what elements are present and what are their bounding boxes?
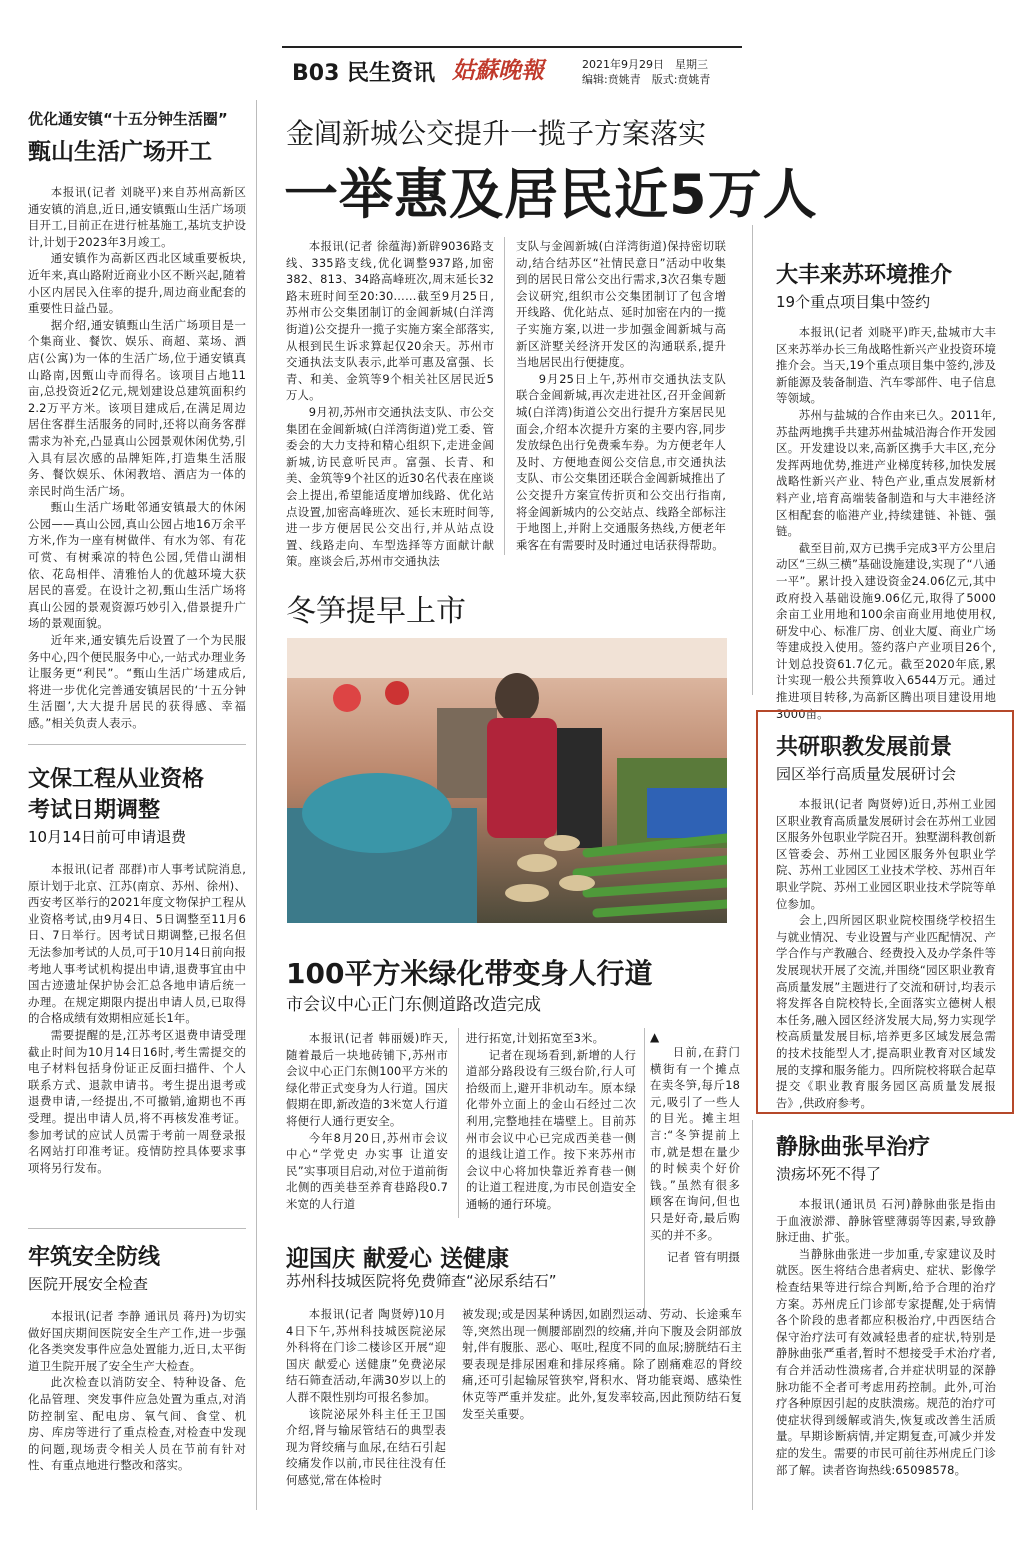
paragraph: 记者在现场看到,新增的人行道部分路段设有三级台阶,行人可拾级而上,避开非机动车。原本绿化带外立面上的金山石经过二次利用,完整地挂在墙壁上。目前苏州市会议中心已完成西美巷一侧的退线让道工作。按下来苏州市会议中心将加快靠近养育巷一侧的让道工程进度,为市民创造安全通畅的通行环境。 (466, 1047, 636, 1211)
column-rule-right-lower (752, 1120, 753, 1510)
paragraph: 截至目前,双方已携手完成3平方公里启动区“三纵三横”基础设施建设,实现了“八通一平”。累计投入建设资金24.06亿元,其中政府投入基础设施9.06亿元,取得了5000余亩工业用地和100余亩商业用地使用权,研发中心、标准厂房、创业大厦、商业广场等建成投入使用。签约落户产业项目26个,计划总投资61.7亿元。截至2020年底,累计实现一般公共预算收入6544万元。通过推进项目转移,为高新区腾出项目建设用地3000亩。 (776, 540, 996, 721)
article-subtitle: 医院开展安全检查 (28, 1275, 149, 1293)
article-subtitle: 园区举行高质量发展研讨会 (776, 765, 957, 783)
paragraph: 本报讯(通讯员 石河)静脉曲张是指由于血液淤滞、静脉管壁薄弱等因素,导致静脉迂曲、扩张。 (776, 1197, 996, 1245)
article-zhenshan (28, 108, 246, 732)
paragraph: 此次检查以消防安全、特种设备、危化品管理、突发事件应急处置为重点,对消防控制室、配电房、氧气间、食堂、机房、库房等进行了重点检查,对检查中发现的问题,现场责令相关人员在节前有针对性、有重点地进行整改和落实。 (28, 1375, 246, 1473)
issue-date: 2021年9月29日 星期三 (582, 58, 708, 71)
paragraph: 该院泌尿外科主任王卫国介绍,肾与输尿管结石的典型表现为肾绞痛与血尿,在结石引起绞痛发作以前,市民往往没有任何感觉,常在体检时 (286, 1406, 446, 1487)
paragraph: 本报讯(记者 陶贤婷)近日,苏州工业园区职业教育高质量发展研讨会在苏州工业园区服务外包职业学院召开。独墅湖科教创新区管委会、苏州工业园区服务外包职业学院、苏州工业园区工业技术学校、苏州百年职业学院、苏州工业园区职业技术学院等单位参加。 (776, 797, 996, 911)
article-subtitle: 溃疡坏死不得了 (776, 1165, 882, 1183)
divider (28, 1228, 246, 1229)
paragraph: 支队与金阊新城(白洋湾街道)保持密切联动,结合结苏区“社情民意日”活动中收集到的居民日常公交出行需求,3次召集专题会议研究,组织市公交集团制订了包含增开线路、优化站点、延时加密在内的一揽子实施方案,以进一步加强金阊新城与高新区浒墅关经济开发区的沟通联系,提升当地居民出行便捷度。 (516, 239, 726, 370)
paragraph: 近年来,通安镇先后设置了一个为民服务中心,四个便民服务中心,一站式办理业务让服务更“利民”。“甄山生活广场建成后,将进一步优化完善通安镇居民的‘十五分钟生活圈’,大大提升居民的获得感、幸福感。”相关负责人表示。 (28, 633, 246, 730)
article-zhijiao (776, 730, 996, 1111)
page-label: B03 民生资讯 (292, 61, 436, 86)
article-body (776, 796, 996, 1111)
lead-body-col2 (516, 238, 726, 553)
column-rule-middle (504, 237, 505, 555)
article-body (776, 324, 996, 722)
lead-title: 一举惠及居民近5万人 (284, 163, 818, 226)
photo-caption (650, 1030, 740, 1266)
article-jingmai (776, 1130, 996, 1478)
lead-kicker: 金阊新城公交提升一揽子方案落实 (286, 117, 707, 150)
paragraph: 9月初,苏州市交通执法支队、市公交集团在金阊新城(白洋湾街道)党工委、管委会的大力支持和精心组织下,走进金阊新城,访民意听民声。富强、长青、和美、金筑等9个社区的近30名代表在座谈会上提出,希望能适度增加线路、优化站点设置,加密高峰班次、延长末班时间等,进一步方便居民公交出行,并从站点设置、线路走向、车型选择等方面献计献策。座谈会后,苏州市交通执法 (286, 404, 494, 569)
article-title: 共研职教发展前景 (776, 735, 953, 760)
photo-title: 冬笋提早上市 (286, 594, 466, 629)
article-title-line2: 考试日期调整 (28, 798, 161, 823)
article-body (28, 1308, 246, 1474)
green-body-col2 (466, 1030, 636, 1213)
column-rule-right (752, 225, 753, 695)
article-title: 大丰来苏环境推介 (776, 263, 953, 288)
paragraph: 本报讯(记者 邵群)市人事考试院消息,原计划于北京、江苏(南京、苏州、徐州)、西安考区举行的2021年度文物保护工程从业资格考试,由9月4日、5日调整至11月6日、7日举行。因考试日期调整,已报名但无法参加考试的人员,可于10月14日前向报考地人事考试机构提出申请,退费事宜由中国古迹遗址保护协会汇总各地申请后统一办理。在规定期限内提出申请人员,已取得的合格成绩有效期相应延长1年。 (28, 862, 247, 1026)
guoqing-subtitle: 苏州科技城医院将免费筛查“泌尿系结石” (286, 1272, 557, 1290)
article-body (776, 1196, 996, 1478)
green-title: 100平方米绿化带变身人行道 (286, 957, 653, 990)
paragraph: 本报讯(记者 韩丽媛)昨天,随着最后一块地砖铺下,苏州市会议中心正门东侧100平方米的绿化带正式变身为人行道。国庆假期在即,新改造的3米宽人行道将便行人通行更安全。 (286, 1031, 448, 1128)
lead-body-col1 (286, 238, 494, 570)
paragraph: 9月25日上午,苏州市交通执法支队联合金阊新城,再次走进社区,召开金阊新城(白洋湾)街道公交出行提升方案居民见面会,介绍本次提升方案的主要内容,同步发放绿色出行免费乘车券。为方便老年人及时、方便地查阅公交信息,市交通执法支队、市公交集团还联合金阊新城推出了公交提升方案宣传折页和公交出行指南,将金阊新城内的公交站点、线路全部标注于地图上,并附上交通服务热线,方便老年乘客在有需要时及时通过电话获得帮助。 (516, 371, 726, 552)
photo-credit: 记者 管有明摄 (666, 1250, 740, 1265)
column-rule-photo-caption (644, 1028, 645, 1318)
article-dafeng (776, 258, 996, 722)
market-photo-image (287, 638, 727, 923)
caption-text: 日前,在葑门横街有一个摊点在卖冬笋,每斤18元,吸引了一些人的目光。摊主坦言:“冬笋提前上市,就是想在量少的时候卖个好价钱。”虽然有很多顾客在询问,但也只是好奇,最后购买的并不多。 (650, 1045, 740, 1242)
paragraph: 需要提醒的是,江苏考区退费申请受理截止时间为10月14日16时,考生需提交的电子材料包括身份证正反面扫描件、个人联系方式、退款申请书。考生提出退考或退费申请,一经提出,不可撤销,逾期也不再受理。提出申请人员,将不再核发准考证。参加考试的应试人员需于考前一周登录报名网站打印准考证。疫情防控具体要求事项将另行发布。 (28, 1027, 246, 1175)
paragraph: 当静脉曲张进一步加重,专家建议及时就医。医生将结合患者病史、症状、影像学检查结果等进行综合判断,给予合理的治疗方案。苏州虎丘门诊部专家提醒,处于病情各个阶段的患者都应积极治疗,中西医结合保守治疗法可有效减轻患者的症状,特别是静脉曲张严重者,暂时不想接受手术治疗者,有合并活动性溃疡者,合并症状明显的深静脉功能不全者可考虑用药控制。此外,可治疗各种原因引起的皮肤溃疡。规范的治疗可使症状得到缓解或消失,恢复或改善生活质量。早期诊断病情,并定期复查,可减少并发症的发生。需要的市民可前往苏州虎丘门诊部了解。读者咨询热线:65098578。 (776, 1246, 996, 1477)
article-subtitle: 10月14日前可申请退费 (28, 828, 187, 846)
article-body (28, 861, 246, 1176)
article-body (28, 184, 246, 732)
market-photo (287, 638, 727, 923)
article-safety (28, 1240, 246, 1474)
paragraph: 会上,四所园区职业院校围绕学校招生与就业情况、专业设置与产业匹配情况、产学合作与产教融合、经费投入及办学条件等发展现状开展了交流,并围绕“园区职业教育高质量发展”主题进行了交流和研讨,均表示将发挥各自院校特长,全面落实立德树人根本任务,融入园区经济发展大局,努力实现学校高质量发展目标,培养更多区域发展急需的技术技能型人才,提高职业教育对区域发展的支撑和服务能力。四所院校将联合起草提交《职业教育服务园区高质量发展报告》,供政府参考。 (776, 913, 996, 1110)
divider (28, 744, 246, 745)
paragraph: 本报讯(记者 刘晓平)昨天,盐城市大丰区来苏举办长三角战略性新兴产业投资环境推介会。当天,19个重点项目集中签约,涉及新能源及装备制造、汽车零部件、电子信息等领域。 (776, 325, 996, 406)
article-subtitle: 19个重点项目集中签约 (776, 293, 931, 311)
paragraph: 被发现;或是因某种诱因,如剧烈运动、劳动、长途乘车等,突然出现一侧腰部剧烈的绞痛,并向下腹及会阴部放射,伴有腹胀、恶心、呕吐,程度不同的血尿;膀胱结石主要表现是排尿困难和排尿疼痛。除了剧痛难忍的肾绞痛,还可引起输尿管狭窄,肾积水、肾功能衰竭、感染性休克等严重并发症。此外,复发率较高,因此预防结石复发至关重要。 (462, 1307, 742, 1421)
paragraph: 进行拓宽,计划拓宽至3米。 (466, 1031, 605, 1045)
article-title: 甄山生活广场开工 (28, 139, 212, 165)
caption-marker: ▲ (650, 1030, 660, 1044)
article-title: 文保工程从业资格 (28, 767, 205, 792)
guoqing-body-col1 (286, 1306, 446, 1489)
article-kicker: 优化通安镇“十五分钟生活圈” (28, 110, 228, 128)
guoqing-body-col2 (462, 1306, 742, 1422)
paragraph: 今年8月20日,苏州市会议中心“学党史 办实事 让道安民”实事项目启动,对位于道前街北侧的西美巷至养育巷路段0.7米宽的人行道 (286, 1130, 448, 1211)
article-title: 牢筑安全防线 (28, 1245, 161, 1270)
paragraph: 据介绍,通安镇甄山生活广场项目是一个集商业、餐饮、娱乐、商超、菜场、酒店(公寓)为一体的生活广场,位于通安镇真山路南,因甄山寺而得名。该项目占地11亩,总投资近2亿元,规划建设总建筑面积约2.2万平方米。该项目建成后,在满足周边居住客群生活服务的同时,还将以商务客群需求为补充,凸显真山公园景观休闲优势,引入具有层次感的品牌矩阵,打造集生活服务、餐饮娱乐、休闲教培、酒店为一体的亲民时尚生活广场。 (28, 317, 246, 498)
article-exam (28, 762, 246, 1176)
column-rule-green (458, 1028, 459, 1218)
column-rule-left (256, 100, 257, 1510)
paragraph: 本报讯(记者 陶贤婷)10月4日下午,苏州科技城医院泌尿外科将在门诊二楼诊区开展“迎国庆 献爱心 送健康”免费泌尿结石筛查活动,年满30岁以上的人群不限性别均可报名参加。 (286, 1307, 446, 1404)
green-subtitle: 市会议中心正门东侧道路改造完成 (286, 995, 541, 1015)
paragraph: 本报讯(记者 李静 通讯员 蒋丹)为切实做好国庆期间医院安全生产工作,进一步强化各类突发事件应急处置能力,近日,太平街道卫生院开展了安全生产大检查。 (28, 1309, 246, 1373)
paragraph: 本报讯(记者 刘晓平)来自苏州高新区通安镇的消息,近日,通安镇甄山生活广场项目开工,目前正在进行桩基施工,基坑支护设计,计划于2023年3月竣工。 (28, 185, 246, 249)
article-title: 静脉曲张早治疗 (776, 1135, 931, 1160)
top-rule (282, 46, 742, 48)
masthead (0, 0, 1024, 90)
paragraph: 本报讯(记者 徐蕴海)新辟9036路支线、335路支线,优化调整937路,加密382、813、34路高峰班次,周末延长32路末班时间至20:30……截至9月25日,苏州市公交集团制订的金阊新城(白洋湾街道)公交提升一揽子实施方案全部落实,从根到民生诉求算起仅20余天。苏州市交通执法支队表示,此举可惠及富强、长青、和美、金筑等9个相关社区居民近5万人。 (286, 239, 494, 403)
logo: 姑蘇晚報 (452, 57, 544, 84)
editors-line: 编辑:贲姚青 版式:贲姚青 (582, 73, 711, 86)
green-body-col1 (286, 1030, 448, 1213)
guoqing-title: 迎国庆 献爱心 送健康 (286, 1246, 510, 1272)
paragraph: 苏州与盐城的合作由来已久。2011年,苏盐两地携手共建苏州盐城沿海合作开发园区。开发建设以来,高新区携手大丰区,充分发挥两地优势,推进产业梯度转移,加快发展战略性新兴产业、特色产业,重点发展新材料产业,培育高端装备制造和与大丰港经济区相配套的临港产业,持续建链、补链、强链。 (776, 407, 996, 539)
paragraph: 通安镇作为高新区西北区域重要板块,近年来,真山路附近商业小区不断兴起,随着小区内居民入住率的提升,周边商业配套的重要性日益凸显。 (28, 251, 246, 316)
paragraph: 甄山生活广场毗邻通安镇最大的休闲公园——真山公园,真山公园占地16万余平方米,作为一座有树做伴、有水为邻、有花可赏、有树乘凉的特色公园,凭借山湖相依、花岛相伴、清雅怡人的优越环境大获居民的喜爱。在设计之初,甄山生活广场将真山公园的景观资源巧妙引入,借景提升广场的景观面貌。 (28, 500, 246, 631)
